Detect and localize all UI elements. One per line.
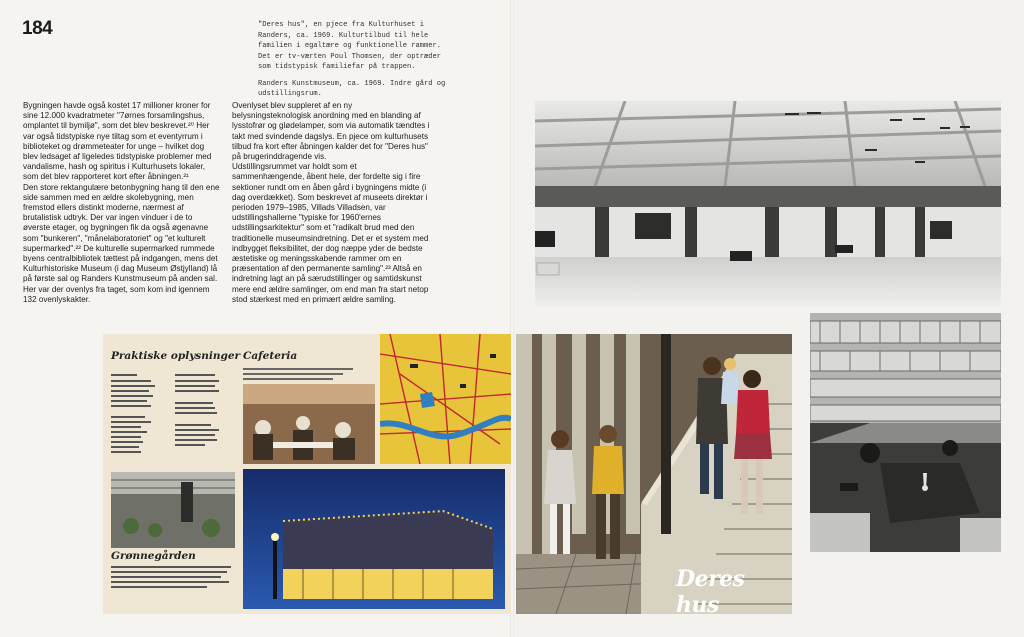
page-number: 184 <box>22 18 53 39</box>
body-column-2 <box>232 101 430 305</box>
museum-interior-photo <box>535 101 1001 307</box>
body-paragraph: Udstillingsrummet var holdt som et sammenhængende, åbent hele, der fordelte sig i fire sektioner rundt om en åben gård i bygningens midte (i dag overdækket). Som beskrevet af museets direktør i perioden 1979–1985, Villads Villadsen, var udstillingshallerne "typiske for 1960'ernes udstillingsarkitektur" som et "radikalt brud med den traditionelle museumsindretning. Det er et system med indbygget fleksibilitet, der dog næppe yder de bedste æstetiske og meningsskabende rammer om en præsentation af den permanente samling".²³ Altså en indretning lagt an på særudstillinger og samtidskunst mere end ældre samlinger, om end man fra start netop stod stærkest med en primært ældre samling. <box>232 162 429 304</box>
brochure-spread <box>103 334 511 614</box>
caption-paragraph: "Deres hus", en pjece fra Kulturhuset i Randers, ca. 1969. Kulturtilbud til hele familien i egaltære og funktionelle rammer. Det er tv-værten Poul Thomsen, der optræder som tidstypisk familiefar på trappen. <box>258 21 442 71</box>
courtyard-illustration <box>810 313 1001 552</box>
caption-paragraph: Randers Kunstmuseum, ca. 1969. Indre gård og udstillingsrum. <box>258 79 446 98</box>
deres-hus-cover-photo <box>516 334 792 614</box>
body-paragraph: Den store rektangulære betonbygning hang til den ene side sammen med en ældre skolebygning, men fremstod ellers distinkt moderne, nærmest af brutalistisk udtryk. Der var ingen vinduer i de to øverste etager, og bygningen fik da også øgenavne som "bunkeren", "månelaboratoriet" og "et kulturelt supermarked".²² De kulturelle supermarked rummede byens centralbibliotek tættest på indgangen, mens det Kulturhistoriske Museum (i dag Museum Østjylland) lå på første sal og Randers Kunstmuseum på anden sal. Her var der ovenlys fra taget, som kom ind igennem 132 ovenlyskakter. <box>23 182 220 304</box>
brochure-heading-garden: Grønnegården <box>111 550 196 562</box>
garden-text <box>111 566 235 592</box>
city-map <box>380 334 511 464</box>
courtyard-photo <box>810 313 1001 552</box>
brochure-heading-info: Praktiske oplysninger <box>111 350 241 362</box>
body-paragraph: Ovenlyset blev suppleret af en ny belysningsteknologisk anordning med en blanding af lysstofrør og glødelamper, som via automatik tændtes i takt med svindende dagslys. En pjece om kulturhusets tilbud fra kort efter åbningen kalder det for "Deres hus" på brugerinddragende vis. <box>232 101 430 162</box>
cafeteria-photo <box>243 368 375 464</box>
cover-title: Deres hus <box>676 566 745 614</box>
museum-interior-illustration <box>535 101 1001 307</box>
image-caption <box>258 20 458 106</box>
brochure-info-table <box>111 372 239 464</box>
body-column-1 <box>23 101 221 305</box>
body-paragraph: Bygningen havde også kostet 17 millioner kroner for sine 12.000 kvadratmeter "7ørnes forsamlingshus, omplantet til bymiljø", som det blev beskrevet.²⁰ Her var også tidstypiske nye tiltag som et eventyrrum i biblioteket og drømmeteater for unge – hvilket dog blev ledsaget af ligeledes tidstypiske problemer med vandalisme, hash og spiritus i Kulturhusets lokaler, som det blev rapporteret kort efter åbningen.²¹ <box>23 101 212 182</box>
night-building-photo <box>243 469 505 609</box>
courtyard-brochure-photo <box>111 472 235 548</box>
brochure-heading-cafe: Cafeteria <box>243 350 298 362</box>
